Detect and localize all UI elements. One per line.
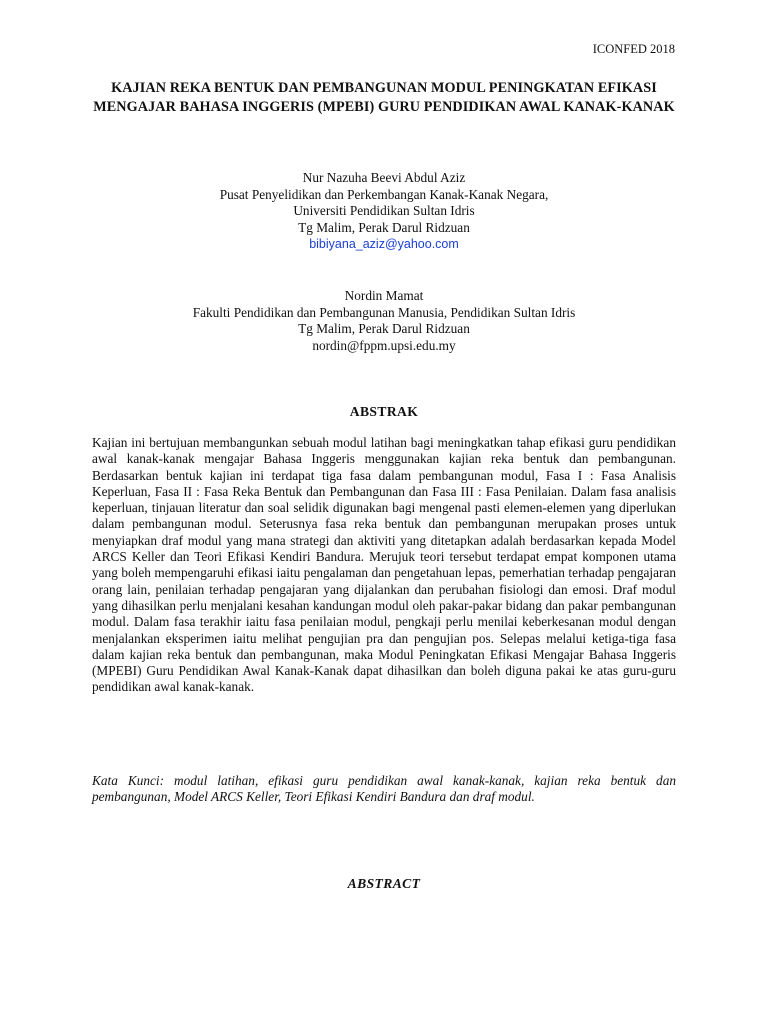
author-name: Nur Nazuha Beevi Abdul Aziz [302, 170, 466, 185]
conference-header: ICONFED 2018 [592, 42, 675, 56]
keywords: Kata Kunci: modul latihan, efikasi guru pendidikan awal kanak-kanak, kajian reka bentuk dan pembangunan, Model ARCS Keller, Teori Efikasi Kendiri Bandura dan draf modul. [92, 773, 676, 805]
author-affiliation: Pusat Penyelidikan dan Perkembangan Kanak-Kanak Negara, [219, 186, 549, 202]
paper-title: KAJIAN REKA BENTUK DAN PEMBANGUNAN MODUL PENINGKATAN EFIKASI MENGAJAR BAHASA INGGERIS (MPEBI) GURU PENDIDIKAN AWAL KANAK-KANAK [93, 80, 675, 115]
author-email-link[interactable]: bibiyana_aziz@yahoo.com [309, 237, 459, 251]
author-affiliation: Universiti Pendidikan Sultan Idris [293, 203, 475, 218]
author-affiliation: Fakulti Pendidikan dan Pembangunan Manusia, Pendidikan Sultan Idris [192, 304, 576, 320]
author-location: Tg Malim, Perak Darul Ridzuan [298, 321, 470, 336]
abstrak-heading: ABSTRAK [349, 404, 419, 419]
abstrak-body: Kajian ini bertujuan membangunkan sebuah modul latihan bagi meningkatkan tahap efikasi guru pendidikan awal kanak-kanak mengajar Bahasa Inggeris menggunakan kajian reka bentuk dan pembangunan. Berdasarkan bentuk kajian ini terdapat tiga fasa dalam pembangunan modul, Fasa I : Fasa Analisis Keperluan, Fasa II : Fasa Reka Bentuk dan Pembangunan dan Fasa III : Fasa Penilaian. Dalam fasa analisis keperluan, tinjauan literatur dan soal selidik digunakan bagi mengenal pasti elemen-elemen yang diperlukan dalam pembangunan modul. Seterusnya fasa reka bentuk dan pembangunan merupakan proses untuk menyiapkan draf modul yang mana strategi dan aktiviti yang ditetapkan adalah berdasarkan kepada Model ARCS Keller dan Teori Efikasi Kendiri Bandura. Merujuk teori tersebut terdapat empat komponen utama yang boleh mempengaruhi efikasi iaitu pengalaman dan pengetahuan lepas, pemerhatian terhadap pengajaran orang lain, penilaian terhadap pengajaran yang dijalankan dan perubahan fisiologi dan emosi. Draf modul yang dihasilkan perlu menjalani kesahan kandungan modul oleh pakar-pakar bidang dan pakar pembangunan modul. Dalam fasa terakhir iaitu fasa penilaian modul, pengkaji perlu menilai keberkesanan modul dengan menjalankan eksperimen iaitu melihat pengujian pra dan pengujian pos. Selepas melalui ketiga-tiga fasa dalam kajian reka bentuk dan pembangunan, maka Modul Peningkatan Efikasi Mengajar Bahasa Inggeris (MPEBI) Guru Pendidikan Awal Kanak-Kanak dapat dihasilkan dan boleh diguna pakai ke atas guru-guru pendidikan awal kanak-kanak. [92, 435, 676, 695]
abstract-heading: ABSTRACT [347, 876, 421, 891]
author-location: Tg Malim, Perak Darul Ridzuan [298, 219, 470, 235]
author-block-2 [60, 288, 708, 354]
author-block-1 [60, 170, 708, 253]
author-email: nordin@fppm.upsi.edu.my [312, 337, 456, 353]
author-name: Nordin Mamat [344, 288, 424, 303]
